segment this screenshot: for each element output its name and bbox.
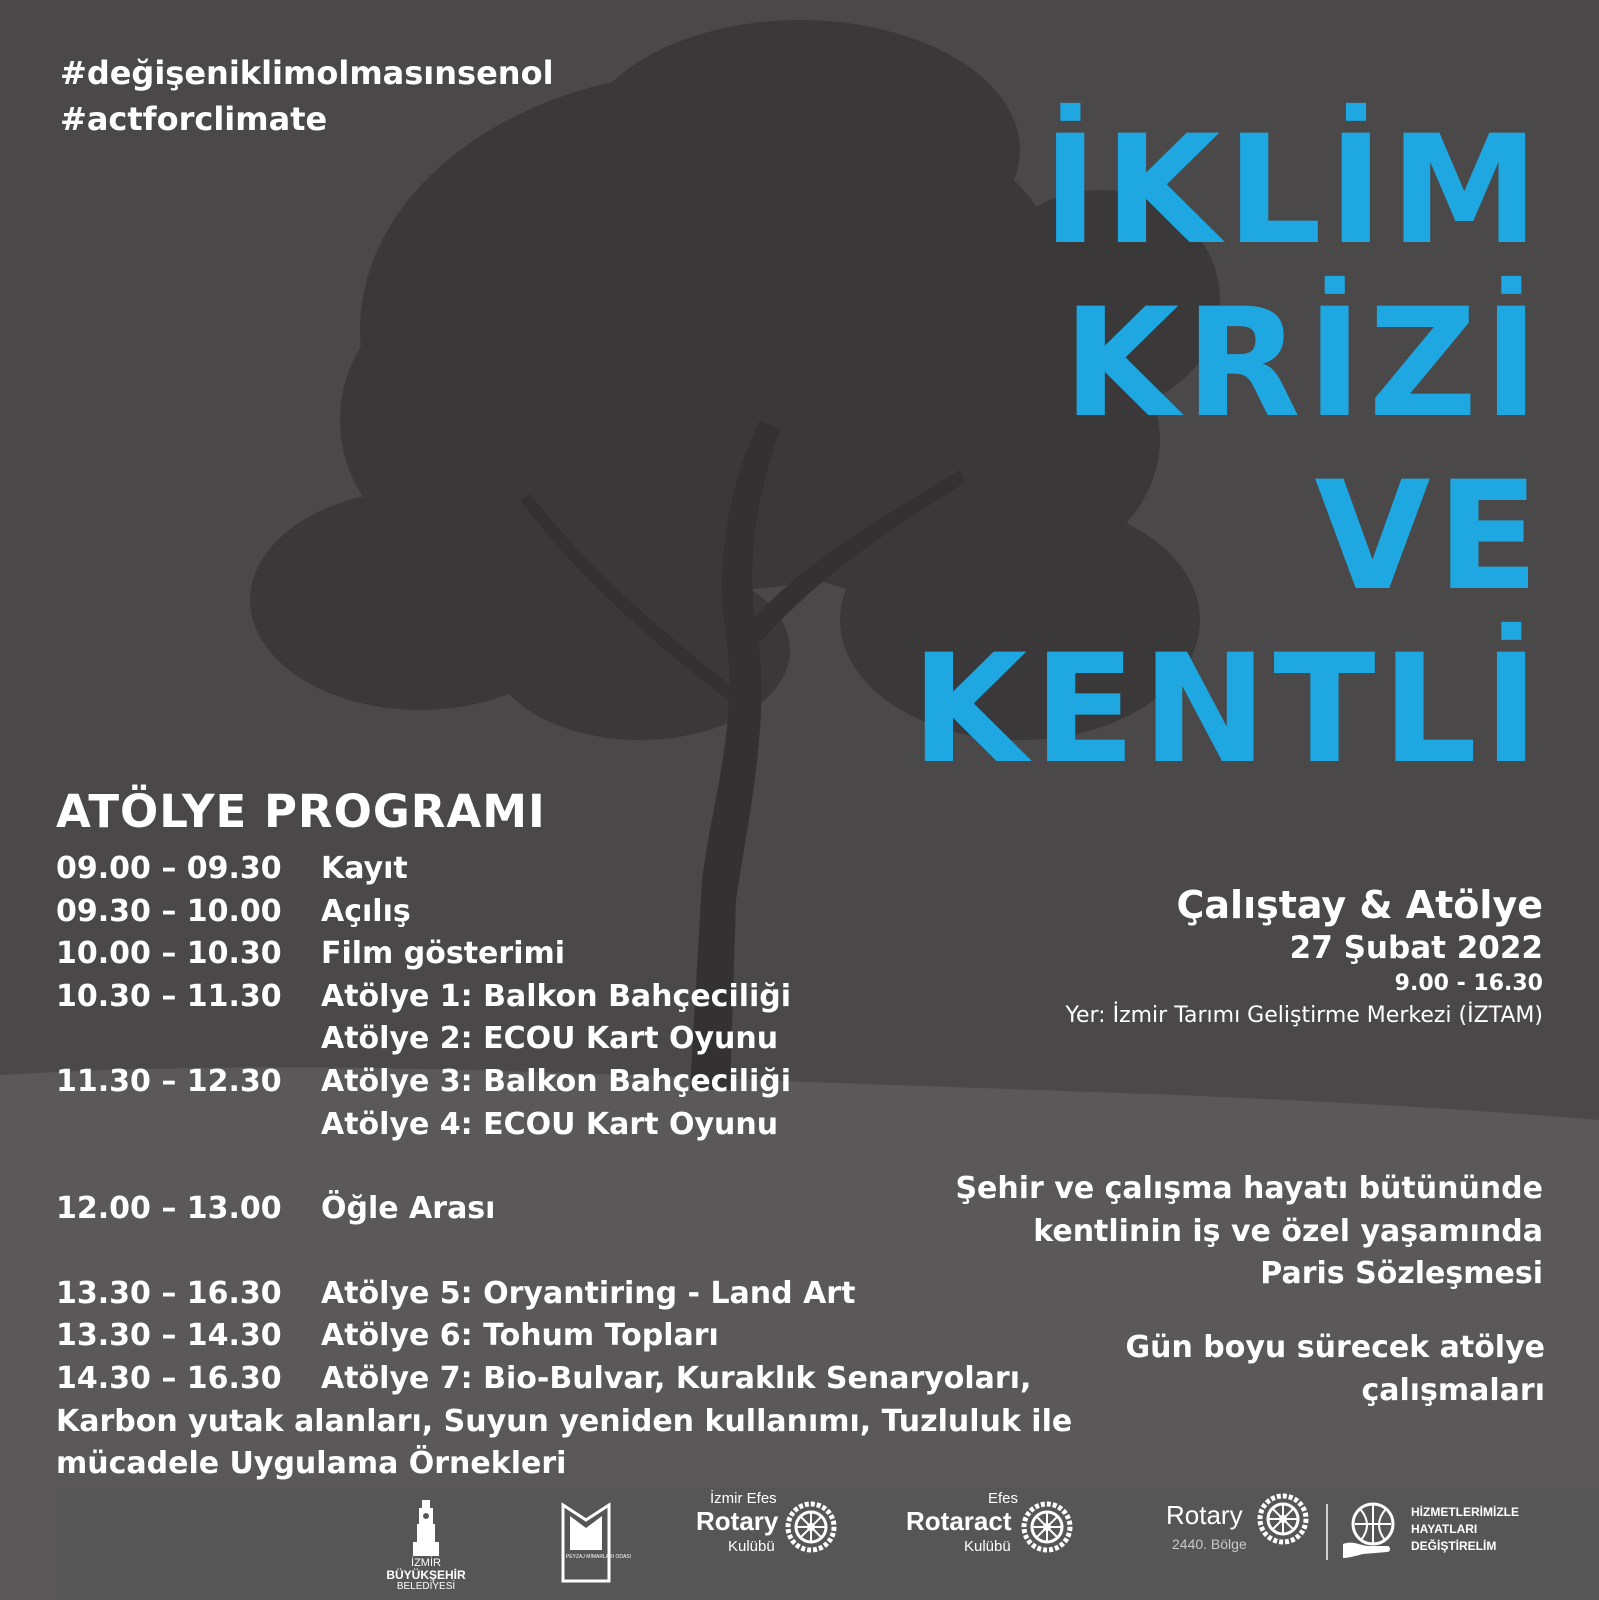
schedule-time: 09.30 – 10.00 [56, 893, 282, 929]
rotary-wheel-icon [784, 1500, 838, 1554]
event-time: 9.00 - 16.30 [1394, 971, 1543, 996]
schedule-activity: Atölye 6: Tohum Topları [321, 1318, 719, 1354]
schedule-spacer [56, 1231, 1096, 1273]
schedule-activity: Film gösterimi [321, 936, 566, 972]
schedule-time: 13.30 – 16.30 [56, 1275, 282, 1311]
globe-hand-icon [1341, 1500, 1399, 1562]
schedule-activity: Atölye 3: Balkon Bahçeciliği [321, 1063, 792, 1099]
rotary-district-bottom: 2440. Bölge [1172, 1536, 1247, 1552]
hizmet-slogan-logo [1341, 1500, 1541, 1580]
schedule-time [56, 1104, 321, 1147]
schedule-row [56, 1273, 1096, 1316]
hashtag-turkish: #değişeniklimolmasınsenol [60, 54, 554, 92]
hashtags [60, 50, 554, 142]
rotary-district-wheel-icon [1256, 1492, 1310, 1546]
schedule-activity: Atölye 4: ECOU Kart Oyunu [321, 1106, 779, 1142]
schedule-time: 13.30 – 14.30 [56, 1318, 282, 1354]
schedule-activity: Açılış [321, 893, 411, 929]
hizmet-line3: DEĞİŞTİRELİM [1411, 1539, 1497, 1553]
hizmet-line2: HAYATLARI [1411, 1522, 1478, 1536]
rotaract-bottom: Kulübü [964, 1538, 1011, 1555]
schedule-activity: Atölye 1: Balkon Bahçeciliği [321, 978, 792, 1014]
hashtag-english: #actforclimate [60, 100, 328, 138]
hizmet-line1: HİZMETLERİMİZLE [1411, 1505, 1519, 1519]
about-line: Paris Sözleşmesi [1260, 1256, 1543, 1291]
schedule-activity: Atölye 5: Oryantiring - Land Art [321, 1275, 856, 1311]
schedule-row [56, 891, 1096, 934]
rotaract-wheel-icon [1020, 1500, 1074, 1554]
about-text [955, 1168, 1543, 1296]
izmir-efes-rotary-logo [696, 1490, 846, 1598]
rotary-district-logo [1166, 1492, 1316, 1596]
schedule-row [56, 976, 1096, 1019]
logo-divider [1326, 1504, 1328, 1560]
clock-tower-icon [381, 1498, 471, 1558]
schedule-row [56, 1358, 1096, 1401]
schedule-activity: Öğle Arası [321, 1191, 496, 1227]
schedule-activity: Atölye 7: Bio-Bulvar, Kuraklık Senaryoları, [321, 1360, 1032, 1396]
rotaract-main: Rotaract [906, 1506, 1012, 1536]
schedule-time: 10.00 – 10.30 [56, 936, 282, 972]
event-title: Çalıştay & Atölye [1176, 883, 1543, 927]
peyzaj-logo-text: PEYZAJ MİMARLARI ODASI [566, 1554, 632, 1560]
about-line: kentlinin iş ve özel yaşamında [1033, 1213, 1543, 1249]
rotary-efes-bottom: Kulübü [728, 1538, 775, 1555]
schedule-activity: Atölye 2: ECOU Kart Oyunu [321, 1021, 779, 1057]
schedule-spacer [56, 1146, 1096, 1188]
sponsor-footer [56, 1488, 1599, 1600]
title-line-3: VE [1314, 450, 1545, 624]
rotaract-top: Efes [988, 1490, 1019, 1507]
chamber-emblem-icon [560, 1502, 632, 1584]
schedule-continuation: mücadele Uygulama Örnekleri [56, 1446, 567, 1482]
event-info [1065, 882, 1543, 1032]
schedule-activity: Kayıt [321, 851, 408, 886]
about-line: Şehir ve çalışma hayatı bütününde [955, 1171, 1543, 1206]
schedule-continuation: Karbon yutak alanları, Suyun yeniden kullanımı, Tuzluluk ile [56, 1403, 1073, 1439]
izmir-logo-line2: BÜYÜKŞEHİR [386, 1568, 466, 1582]
schedule-time: 09.00 – 09.30 [56, 851, 282, 886]
event-date: 27 Şubat 2022 [1289, 930, 1543, 966]
rotary-district-main: Rotary [1166, 1500, 1243, 1530]
izmir-logo-line3: BELEDİYESİ [396, 1581, 456, 1592]
izmir-municipality-logo [381, 1498, 471, 1593]
all-day-line: Gün boyu sürecek atölye [1125, 1330, 1545, 1365]
title-line-2: KRİZİ [1062, 277, 1545, 451]
schedule-row [56, 1188, 1096, 1231]
event-place: Yer: İzmir Tarımı Geliştirme Merkezi (İZTAM) [1065, 1003, 1543, 1028]
schedule-row [56, 1061, 1096, 1104]
program-schedule [56, 848, 1096, 1486]
izmir-logo-line1: İZMİR [411, 1557, 441, 1569]
schedule-time: 11.30 – 12.30 [56, 1063, 282, 1099]
schedule-row [56, 1315, 1096, 1358]
schedule-time [56, 1018, 321, 1061]
schedule-row [56, 848, 1096, 891]
title-line-4: KENTLİ [911, 623, 1545, 797]
rotary-efes-main: Rotary [696, 1506, 779, 1536]
all-day-line: çalışmaları [1361, 1372, 1545, 1408]
schedule-time: 10.30 – 11.30 [56, 978, 282, 1014]
efes-rotaract-logo [906, 1490, 1086, 1598]
main-title [905, 105, 1545, 797]
peyzaj-chamber-logo [560, 1502, 632, 1588]
schedule-time: 12.00 – 13.00 [56, 1191, 282, 1227]
schedule-row [56, 1104, 1096, 1147]
all-day-note [1126, 1327, 1546, 1412]
title-line-1: İKLİM [1042, 104, 1545, 278]
schedule-row [56, 933, 1096, 976]
program-heading: ATÖLYE PROGRAMI [56, 785, 546, 838]
rotary-efes-top: İzmir Efes [710, 1490, 777, 1507]
schedule-row [56, 1018, 1096, 1061]
schedule-time: 14.30 – 16.30 [56, 1360, 282, 1396]
